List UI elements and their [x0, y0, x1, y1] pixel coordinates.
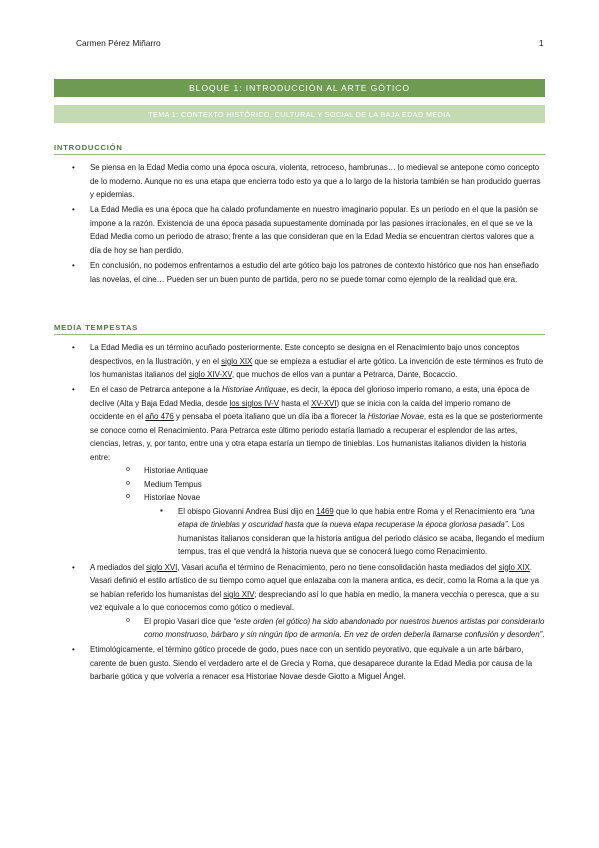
underlined-term: siglo XIV — [223, 589, 255, 599]
underlined-term: siglo XIX — [498, 562, 530, 572]
list-item — [54, 561, 546, 642]
italic-quote: “este orden (el gótico) ha sido abandonado por nuestros buenos artistas por considerarlo como monstruoso, bárbaro y sin ningún tipo de armonía. En vez de orden debería llamarse confusión y desorden” — [144, 616, 545, 640]
sub-item-text: Medium Tempus — [144, 479, 202, 489]
header-author: Carmen Pérez Miñarro — [76, 38, 161, 48]
list-item — [54, 203, 546, 257]
sub-list-item — [126, 478, 546, 492]
media-section-body — [54, 341, 546, 686]
text-run: . — [542, 630, 545, 640]
topic-title: TEMA 1: CONTEXTO HISTÓRICO, CULTURAL Y SOCIAL DE LA BAJA EDAD MEDIA — [148, 109, 451, 119]
list-item — [54, 383, 546, 559]
page-number: 1 — [539, 38, 544, 48]
text-run: , es decir, la época del glorioso imperio romano, a esta, una época de declive (Alta y Baja Edad Media, desde — [90, 385, 530, 408]
paragraph-text: Se piensa en la Edad Media como una época oscura, violenta, retroceso, hambrunas… lo medieval se antepone como concepto de lo moderno. Aunque no es una etapa que encierra todo esto ya que a lo largo de la historia también se han producido guerras y epidemias. — [90, 163, 541, 199]
sub-list-item — [126, 491, 546, 559]
text-run: que lo que había entre Roma y el Renacimiento era — [333, 506, 519, 516]
list-item — [54, 161, 546, 202]
intro-section-body — [54, 161, 546, 288]
media-bullet-list — [54, 341, 546, 684]
paragraph-text — [90, 343, 543, 379]
block-title: BLOQUE 1: INTRODUCCIÓN AL ARTE GÓTICO — [189, 83, 410, 93]
italic-term: Historiae Novae — [367, 412, 424, 422]
paragraph-text — [90, 563, 539, 613]
text-run: En el caso de Petrarca antepone a la — [90, 385, 223, 395]
text-run: . Vasari definió el estilo artístico de su tiempo como aquel que enlazaba con la manera antica, es decir, como la Roma a la que ya se habían referido los humanistas del — [90, 562, 539, 599]
paragraph-text — [90, 385, 543, 462]
text-run: La Edad Media es un término acuñado posteriormente. Este concepto se designa en el Renacimiento bajo unos conceptos despectivos, en la Ilustración, y en el — [90, 343, 520, 366]
list-item — [54, 341, 546, 382]
sub-item-text: Historiae Antiquae — [144, 466, 209, 476]
text-run: ; despreciando así lo que había en medio, la manera vecchia o peresca, que a su vez equivale a lo que conocemos como gótico o medieval. — [90, 589, 539, 613]
sub-sub-list — [108, 505, 546, 559]
underlined-term: siglo XVI — [146, 562, 178, 572]
list-item — [54, 643, 546, 684]
sub-list-item — [126, 615, 546, 642]
paragraph-text — [144, 617, 544, 640]
text-run: . Los humanistas italianos consideran que la historia antigua del periodo clásico se acaba, llegando el medium tempus, tras el que vendrá la historia nueva que se conocerá luego como Renacimiento. — [178, 520, 545, 557]
underlined-term: los siglos IV-V — [229, 398, 280, 408]
sub-sub-list-item — [160, 505, 546, 559]
section-title-media-tempestas: MEDIA TEMPESTAS — [54, 323, 139, 332]
block-title-banner — [54, 79, 545, 97]
underlined-term: XV-XVI — [311, 398, 337, 408]
underlined-term: año 476 — [145, 412, 174, 422]
italic-term: Historiae Antiquae — [222, 385, 287, 395]
section-divider — [54, 334, 545, 335]
paragraph-text: La Edad Media es una época que ha calado profundamente en nuestro imaginario popular. Es un periodo en el que la pasión se impone a la razón. Existencia de una época pasada supuestamente dominada por las pasiones irracionales, en el que se ve la Edad Media como un periodo de atraso; frente a las que consideran que en la Edad Media se encuentran ciertos valores que a día de hoy se han perdido. — [90, 205, 538, 255]
sub-list — [90, 615, 546, 642]
section-divider — [54, 154, 545, 155]
sub-list — [90, 464, 546, 559]
text-run: , Vasari acuña el término de Renacimiento, pero no tiene consolidación hasta mediados del — [177, 562, 499, 572]
paragraph-text — [178, 507, 544, 557]
underlined-term: siglo XIX — [221, 356, 253, 366]
text-run: que se empieza a estudiar el arte gótico. La invención de este términos es fruto de los humanistas italianos del — [90, 356, 544, 379]
text-run: A mediados del — [90, 562, 147, 572]
list-item — [54, 259, 546, 286]
text-run: , esta es la que se posteriormente se conoce como el Renacimiento. Para Petrarca este último periodo estaría llamado a recuperar el esplendor de las artes, ciencias, letras, y, por tanto, entre una y otra etapa estaría un tiempo de tinieblas. Los humanistas italianos dividen la historia entre: — [90, 412, 543, 462]
underlined-term: siglo XIV-XV — [188, 370, 232, 379]
paragraph-text: Etimológicamente, el término gótico procede de godo, pues nace con un sentido peyorativo, que equivale a un arte bárbaro, carente de buen gusto. Siendo el verdadero arte el de Grecia y Roma, que desaparece durante la Edad Media por causa de la barbarie gótica y que volvería a renacer esa Historiae Novae desde Giotto a Miguel Ángel. — [90, 645, 533, 682]
section-title-introduccion: INTRODUCCIÓN — [54, 143, 123, 152]
sub-list-item — [126, 464, 546, 478]
text-run: El propio Vasari dice que — [144, 616, 234, 626]
text-run: hasta el — [279, 398, 312, 408]
text-run: , que muchos de ellos van a puntar a Petrarca, Dante, Bocaccio. — [231, 370, 458, 379]
underlined-term: 1469 — [316, 506, 334, 516]
topic-title-banner — [54, 105, 545, 123]
italic-quote: “una etapa de tinieblas y oscuridad hasta que la nueva etapa recuperase la época gloriosa pasada” — [178, 506, 535, 530]
text-run: El obispo Giovanni Andrea Busi dijo en — [178, 506, 317, 516]
paragraph-text: En conclusión, no podemos enfrentarnos a estudio del arte gótico bajo los patrones de contexto histórico que nos han enseñado las novelas, el cine… Pueden ser un buen punto de partida, pero no se puede tomar como ejemplo de la realidad que era. — [90, 261, 539, 284]
sub-item-text: Historiae Novae — [144, 493, 201, 503]
intro-bullet-list — [54, 161, 546, 286]
text-run: y pensaba el poeta italiano que un día iba a florecer la — [173, 412, 368, 422]
text-run: ) que se inicia con la caída del imperio romano de occidente en el — [90, 398, 511, 422]
